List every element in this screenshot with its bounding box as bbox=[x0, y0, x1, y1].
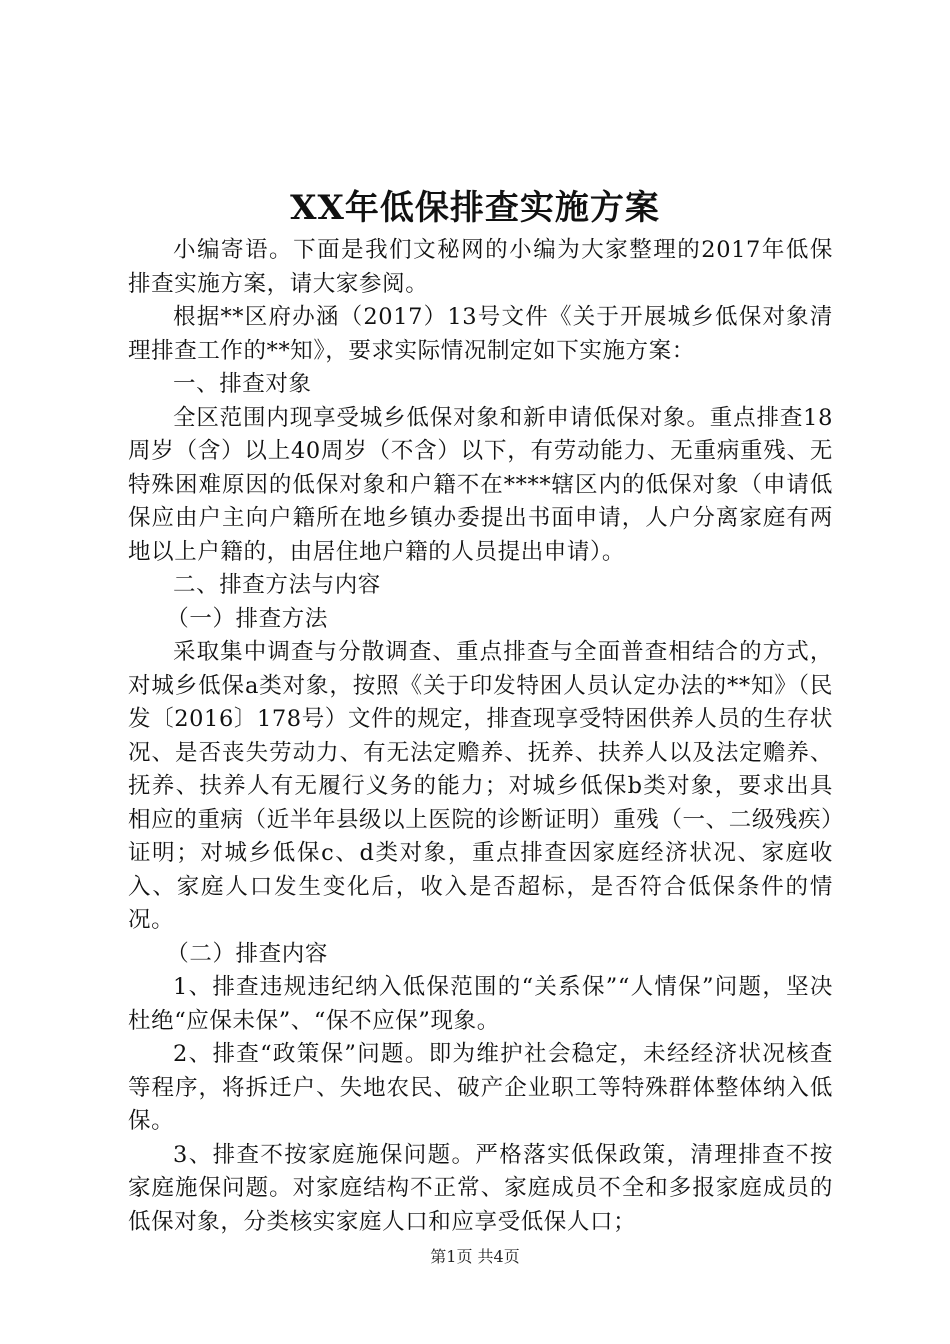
paragraph-content-item-3: 3、排查不按家庭施保问题。严格落实低保政策，清理排查不按家庭施保问题。对家庭结构不正常、家庭成员不全和多报家庭成员的低保对象，分类核实家庭人口和应享受低保人口； bbox=[128, 1141, 833, 1235]
document-body bbox=[128, 234, 833, 1239]
page-footer: 第1页 共4页 bbox=[430, 1247, 520, 1266]
paragraph-targets: 全区范围内现享受城乡低保对象和新申请低保对象。重点排查18周岁（含）以上40周岁（不含）以下，有劳动能力、无重病重残、无特殊困难原因的低保对象和户籍不在****辖区内的低保对象（申请低保应由户主向户籍所在地乡镇办委提出书面申请，人户分离家庭有两地以上户籍的，由居住地户籍的人员提出申请）。 bbox=[128, 404, 833, 565]
document-title: XX年低保排查实施方案 bbox=[290, 188, 660, 228]
paragraph-method: 采取集中调查与分散调查、重点排查与全面普查相结合的方式，对城乡低保a类对象，按照《关于印发特困人员认定办法的**知》（民发〔2016〕178号）文件的规定，排查现享受特困供养人员的生存状况、是否丧失劳动力、有无法定赡养、抚养、扶养人以及法定赡养、抚养、扶养人有无履行义务的能力；对城乡低保b类对象，要求出具相应的重病（近半年县级以上医院的诊断证明）重残（一、二级残疾）证明；对城乡低保c、d类对象，重点排查因家庭经济状况、家庭收入、家庭人口发生变化后，收入是否超标，是否符合低保条件的情况。 bbox=[128, 639, 834, 933]
section-heading-methods: 二、排查方法与内容 bbox=[173, 572, 381, 598]
section-heading-targets: 一、排查对象 bbox=[173, 371, 312, 397]
subheading-method: （一）排查方法 bbox=[166, 605, 328, 632]
paragraph-intro: 小编寄语。下面是我们文秘网的小编为大家整理的2017年低保排查实施方案，请大家参阅。 bbox=[128, 237, 833, 297]
paragraph-content-item-2: 2、排查“政策保”问题。即为维护社会稳定，未经经济状况核查等程序，将拆迁户、失地农民、破产企业职工等特殊群体整体纳入低保。 bbox=[128, 1041, 833, 1134]
paragraph-content-item-1: 1、排查违规违纪纳入低保范围的“关系保”“人情保”问题，坚决杜绝“应保未保”、“保不应保”现象。 bbox=[128, 974, 833, 1034]
subheading-content: （二）排查内容 bbox=[166, 940, 328, 967]
paragraph-basis: 根据**区府办涵（2017）13号文件《关于开展城乡低保对象清理排查工作的**知》，要求实际情况制定如下实施方案： bbox=[128, 304, 833, 364]
